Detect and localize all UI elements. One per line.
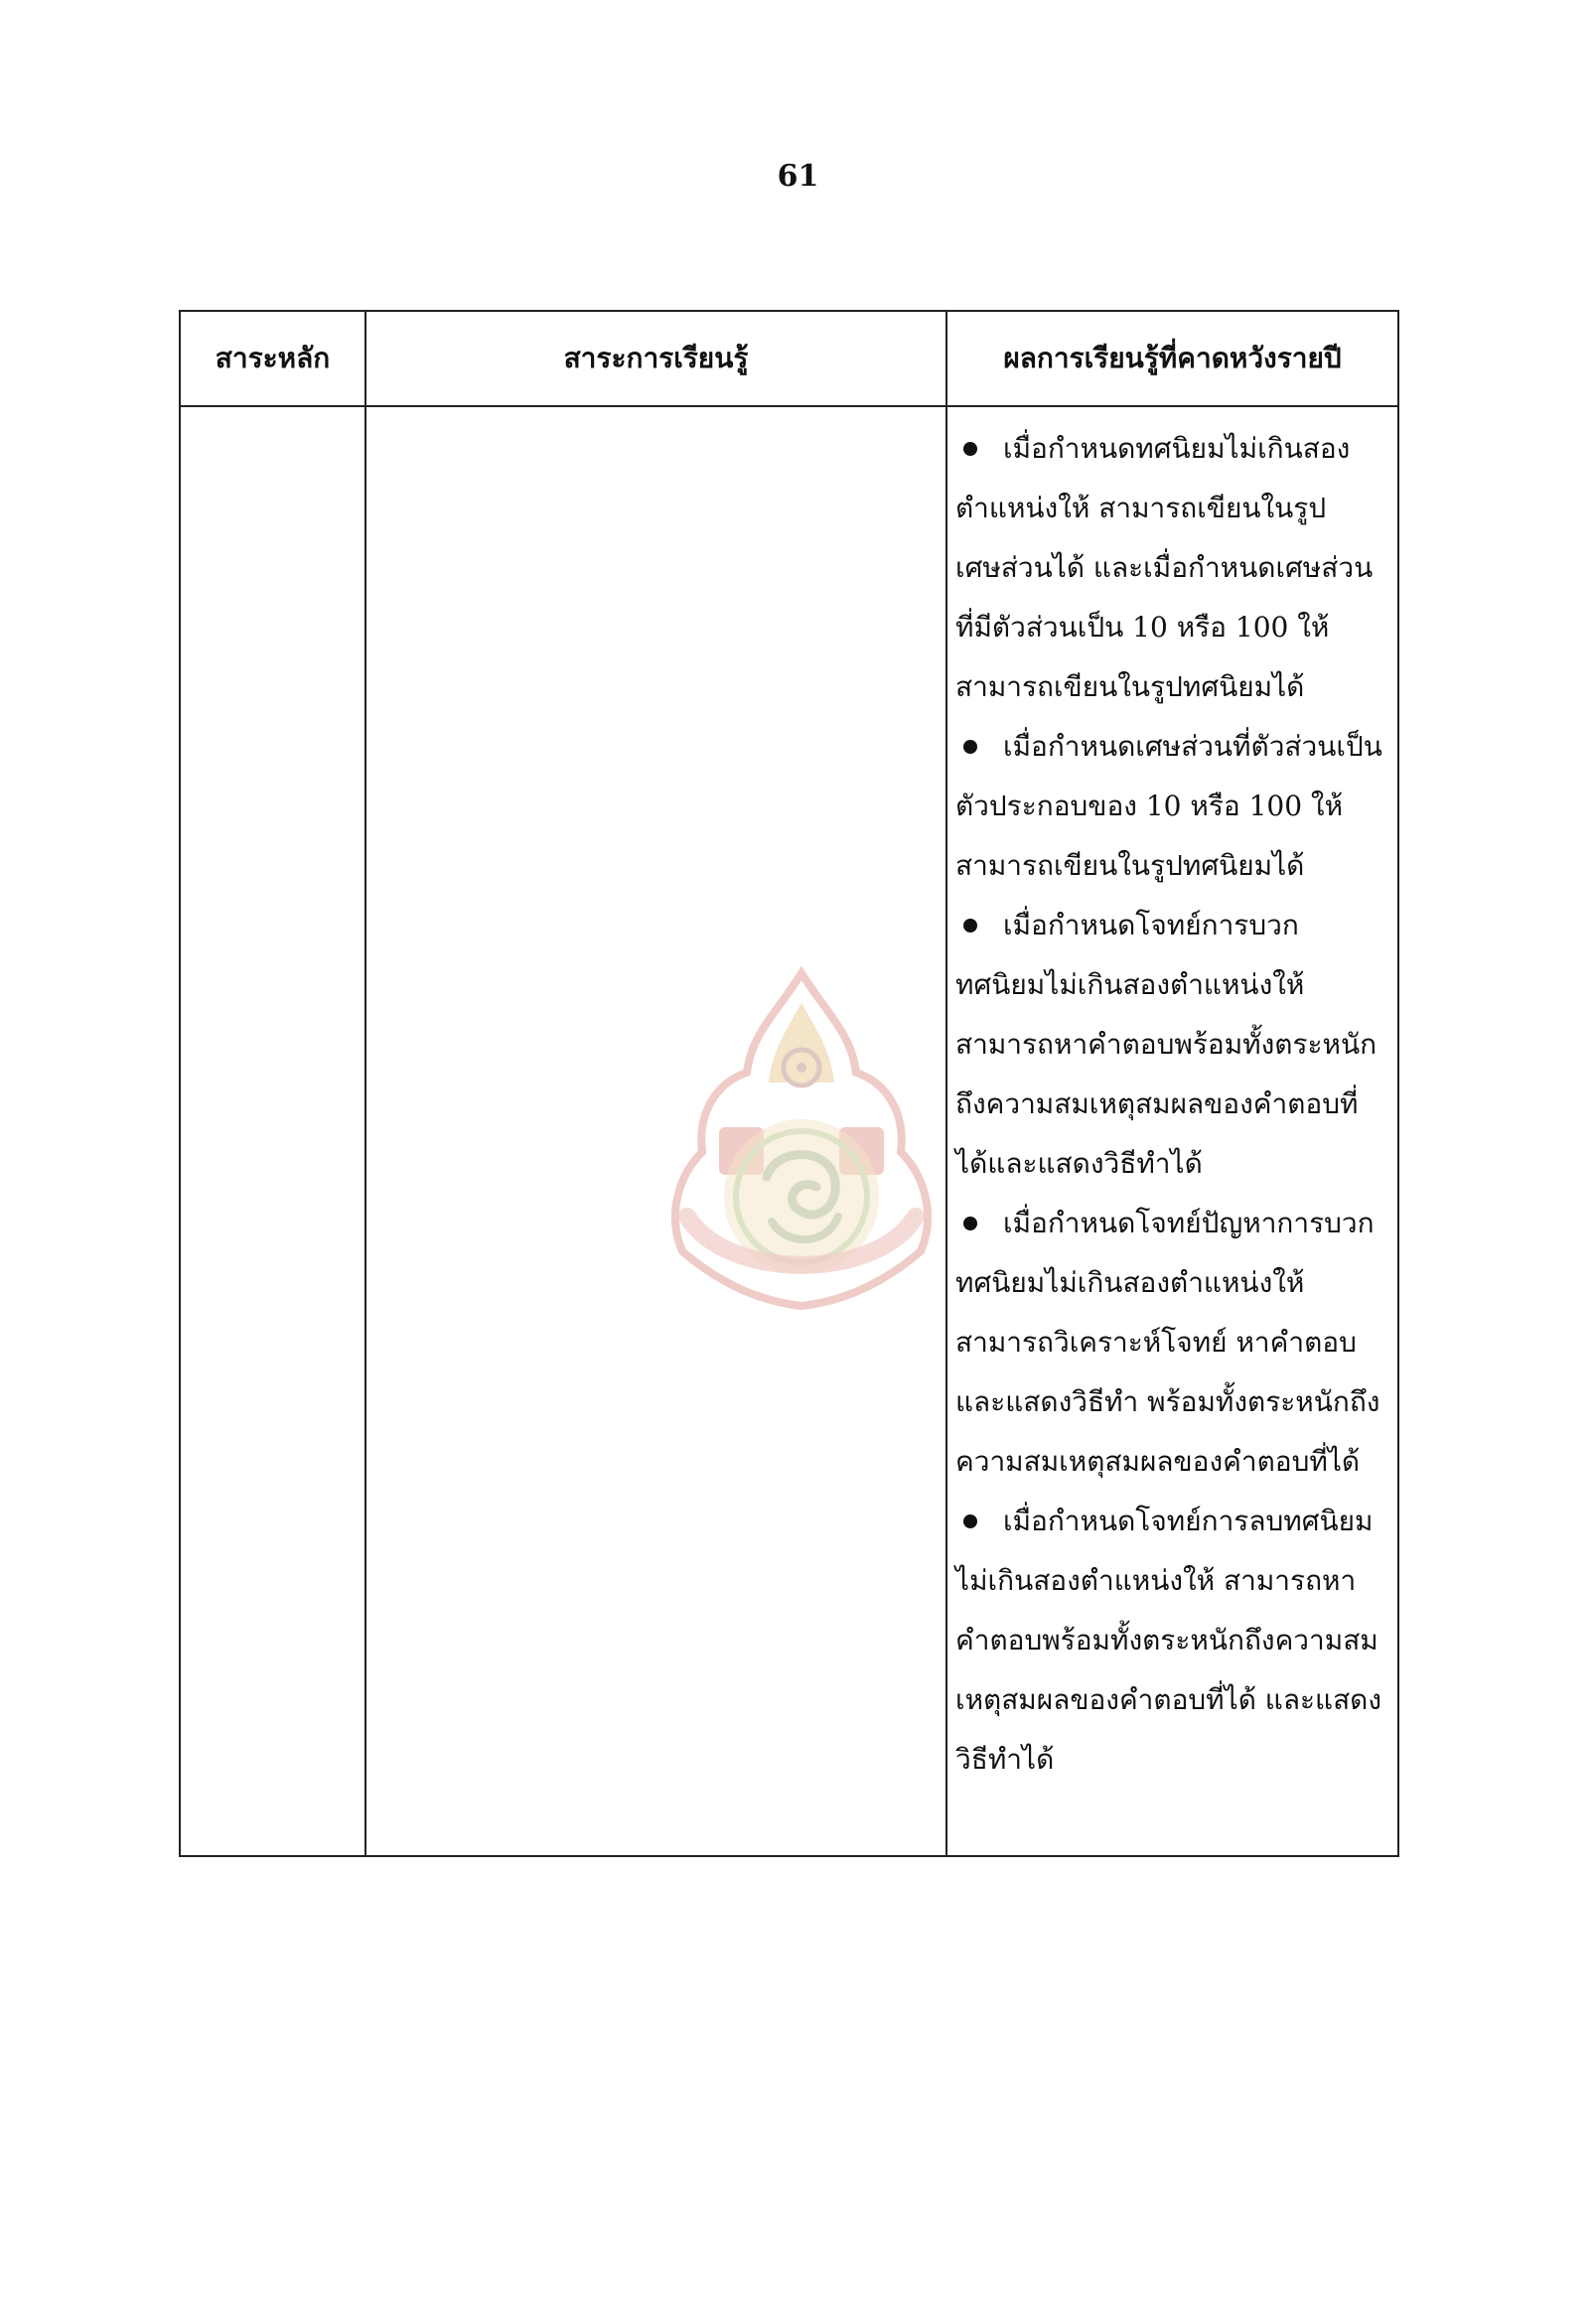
table-header-row: [180, 311, 1398, 406]
outcome-text: เมื่อกำหนดโจทย์ปัญหาการบวกทศนิยมไม่เกินสองตำแหน่งให้ สามารถวิเคราะห์โจทย์ หาคำตอบ และแสดงวิธีทำ พร้อมทั้งตระหนักถึงความสมเหตุสมผลของคำตอบที่ได้: [955, 1207, 1380, 1478]
bullet-icon: [963, 442, 977, 456]
outcome-item: [955, 717, 1387, 896]
outcome-text: เมื่อกำหนดเศษส่วนที่ตัวส่วนเป็นตัวประกอบของ 10 หรือ 100 ให้ สามารถเขียนในรูปทศนิยมได้: [955, 730, 1382, 882]
bullet-icon: [963, 740, 977, 754]
learning-content-cell: [365, 406, 946, 1856]
header-expected-outcomes: ผลการเรียนรู้ที่คาดหวังรายปี: [946, 311, 1398, 406]
main-strand-cell: [180, 406, 365, 1856]
bullet-icon: [963, 1514, 977, 1528]
bullet-icon: [963, 919, 977, 933]
expected-outcomes-cell: [946, 406, 1398, 1856]
page-number: 61: [777, 159, 819, 194]
curriculum-table: [179, 310, 1399, 1857]
header-main-strand: สาระหลัก: [180, 311, 365, 406]
outcome-item: [955, 1194, 1387, 1492]
outcome-item: [955, 896, 1387, 1194]
outcome-text: เมื่อกำหนดทศนิยมไม่เกินสองตำแหน่งให้ สามารถเขียนในรูปเศษส่วนได้ และเมื่อกำหนดเศษส่วนที่มีตัวส่วนเป็น 10 หรือ 100 ให้ สามารถเขียนในรูปทศนิยมได้: [955, 432, 1374, 703]
outcome-item: [955, 1492, 1387, 1790]
outcome-text: เมื่อกำหนดโจทย์การลบทศนิยมไม่เกินสองตำแหน่งให้ สามารถหาคำตอบพร้อมทั้งตระหนักถึงความสมเหตุสมผลของคำตอบที่ได้ และแสดงวิธีทำได้: [955, 1505, 1382, 1776]
bullet-icon: [963, 1217, 977, 1230]
header-learning-content: สาระการเรียนรู้: [365, 311, 946, 406]
outcome-item: [955, 419, 1387, 717]
outcome-text: เมื่อกำหนดโจทย์การบวกทศนิยมไม่เกินสองตำแหน่งให้ สามารถหาคำตอบพร้อมทั้งตระหนักถึงความสมเหตุสมผลของคำตอบที่ได้และแสดงวิธีทำได้: [955, 909, 1378, 1180]
table-row: [180, 406, 1398, 1856]
